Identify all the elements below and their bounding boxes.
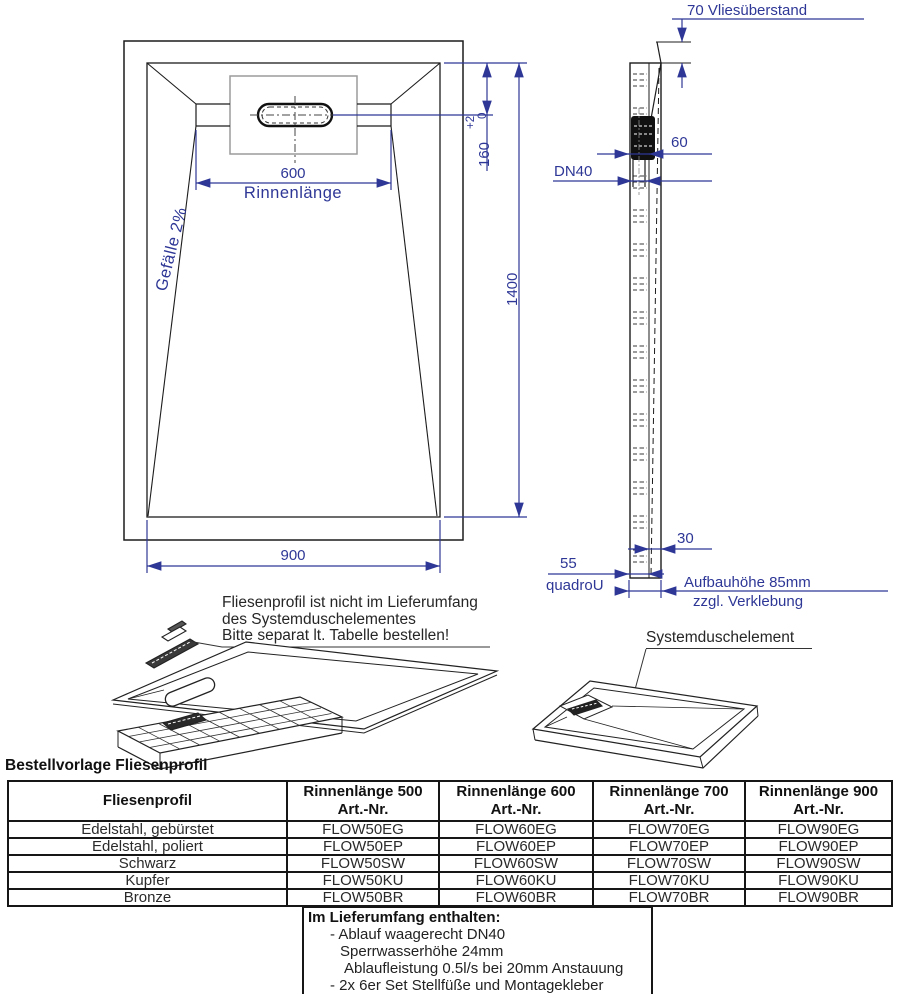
dim-aufbauhoehe-label: Aufbauhöhe 85mm (684, 574, 811, 591)
scope-of-delivery-box (302, 906, 653, 994)
art-nr-cell: FLOW50EG (287, 821, 439, 838)
art-nr-cell: FLOW50BR (287, 889, 439, 906)
art-nr-cell: FLOW70SW (593, 855, 745, 872)
note-line2: des Systemduschelementes (222, 610, 416, 628)
dim-vlies-label: 70 Vliesüberstand (687, 2, 808, 19)
header-fliesenprofil: Fliesenprofil (8, 781, 287, 821)
art-nr-cell: FLOW90EP (745, 838, 892, 855)
art-nr-cell: FLOW50KU (287, 872, 439, 889)
art-nr-cell: FLOW70KU (593, 872, 745, 889)
art-nr-cell: FLOW90EG (745, 821, 892, 838)
art-nr-cell: FLOW90SW (745, 855, 892, 872)
dim-dn40-label: DN40 (554, 163, 593, 180)
dim-depth-tol-lower: 0 (477, 112, 489, 119)
scope-item: Sperrwasserhöhe 24mm (340, 943, 504, 960)
note-line1: Fliesenprofil ist nicht im Lieferumfang (222, 594, 478, 611)
dim-width-value: 900 (280, 547, 306, 564)
dim-55-value: 55 (560, 555, 577, 572)
art-nr-cell: FLOW90BR (745, 889, 892, 906)
art-nr-cell: FLOW70EG (593, 821, 745, 838)
scope-title: Im Lieferumfang enthalten: (308, 909, 501, 926)
table-row (8, 838, 892, 855)
dim-length-value: 1400 (504, 272, 521, 306)
header-rinnenlaenge-900: Rinnenlänge 900 Art.-Nr. (745, 781, 892, 821)
header-rinnenlaenge-500: Rinnenlänge 500 Art.-Nr. (287, 781, 439, 821)
header-rinnenlaenge-700: Rinnenlänge 700 Art.-Nr. (593, 781, 745, 821)
dim-30-value: 30 (677, 530, 694, 547)
side-view-linework (630, 42, 691, 578)
art-nr-cell: FLOW60EP (439, 838, 593, 855)
dim-verklebung-label: zzgl. Verklebung (693, 593, 804, 610)
scope-item: - Ablauf waagerecht DN40 (330, 926, 506, 943)
art-nr-cell: FLOW60KU (439, 872, 593, 889)
table-row (8, 872, 892, 889)
order-table (7, 780, 893, 907)
tile-profile-note (222, 595, 478, 645)
table-row (8, 889, 892, 906)
iso-element-label: Systemduschelement (646, 629, 812, 649)
dim-gefaelle-label: Gefälle 2% (152, 205, 191, 293)
dim-rinnenlaenge-value: 600 (280, 165, 306, 182)
row-name: Edelstahl, poliert (8, 838, 287, 855)
table-row (8, 855, 892, 872)
order-table-title: Bestellvorlage Fliesenprofil (5, 757, 208, 774)
art-nr-cell: FLOW70EP (593, 838, 745, 855)
row-name: Bronze (8, 889, 287, 906)
row-name: Schwarz (8, 855, 287, 872)
dim-quadrou-label: quadroU (546, 577, 604, 594)
dim-depth-value: 160 (476, 141, 493, 167)
row-name: Edelstahl, gebürstet (8, 821, 287, 838)
scope-item: - 2x 6er Set Stellfüße und Montagekleber (330, 977, 604, 994)
art-nr-cell: FLOW50SW (287, 855, 439, 872)
dim-depth-tol-upper: +2 (465, 115, 477, 129)
art-nr-cell: FLOW60BR (439, 889, 593, 906)
scope-item: Ablaufleistung 0.5l/s bei 20mm Anstauung (344, 960, 624, 977)
art-nr-cell: FLOW60SW (439, 855, 593, 872)
tile-profile (146, 639, 198, 668)
table-header-row (8, 781, 892, 821)
art-nr-cell: FLOW70BR (593, 889, 745, 906)
dim-rinnenlaenge-label: Rinnenlänge (243, 184, 343, 202)
plan-view-linework (124, 41, 463, 540)
row-name: Kupfer (8, 872, 287, 889)
table-row (8, 821, 892, 838)
art-nr-cell: FLOW50EP (287, 838, 439, 855)
note-line3: Bitte separat lt. Tabelle bestellen! (222, 627, 450, 644)
header-rinnenlaenge-600: Rinnenlänge 600 Art.-Nr. (439, 781, 593, 821)
dim-60-value: 60 (671, 134, 688, 151)
art-nr-cell: FLOW90KU (745, 872, 892, 889)
art-nr-cell: FLOW60EG (439, 821, 593, 838)
